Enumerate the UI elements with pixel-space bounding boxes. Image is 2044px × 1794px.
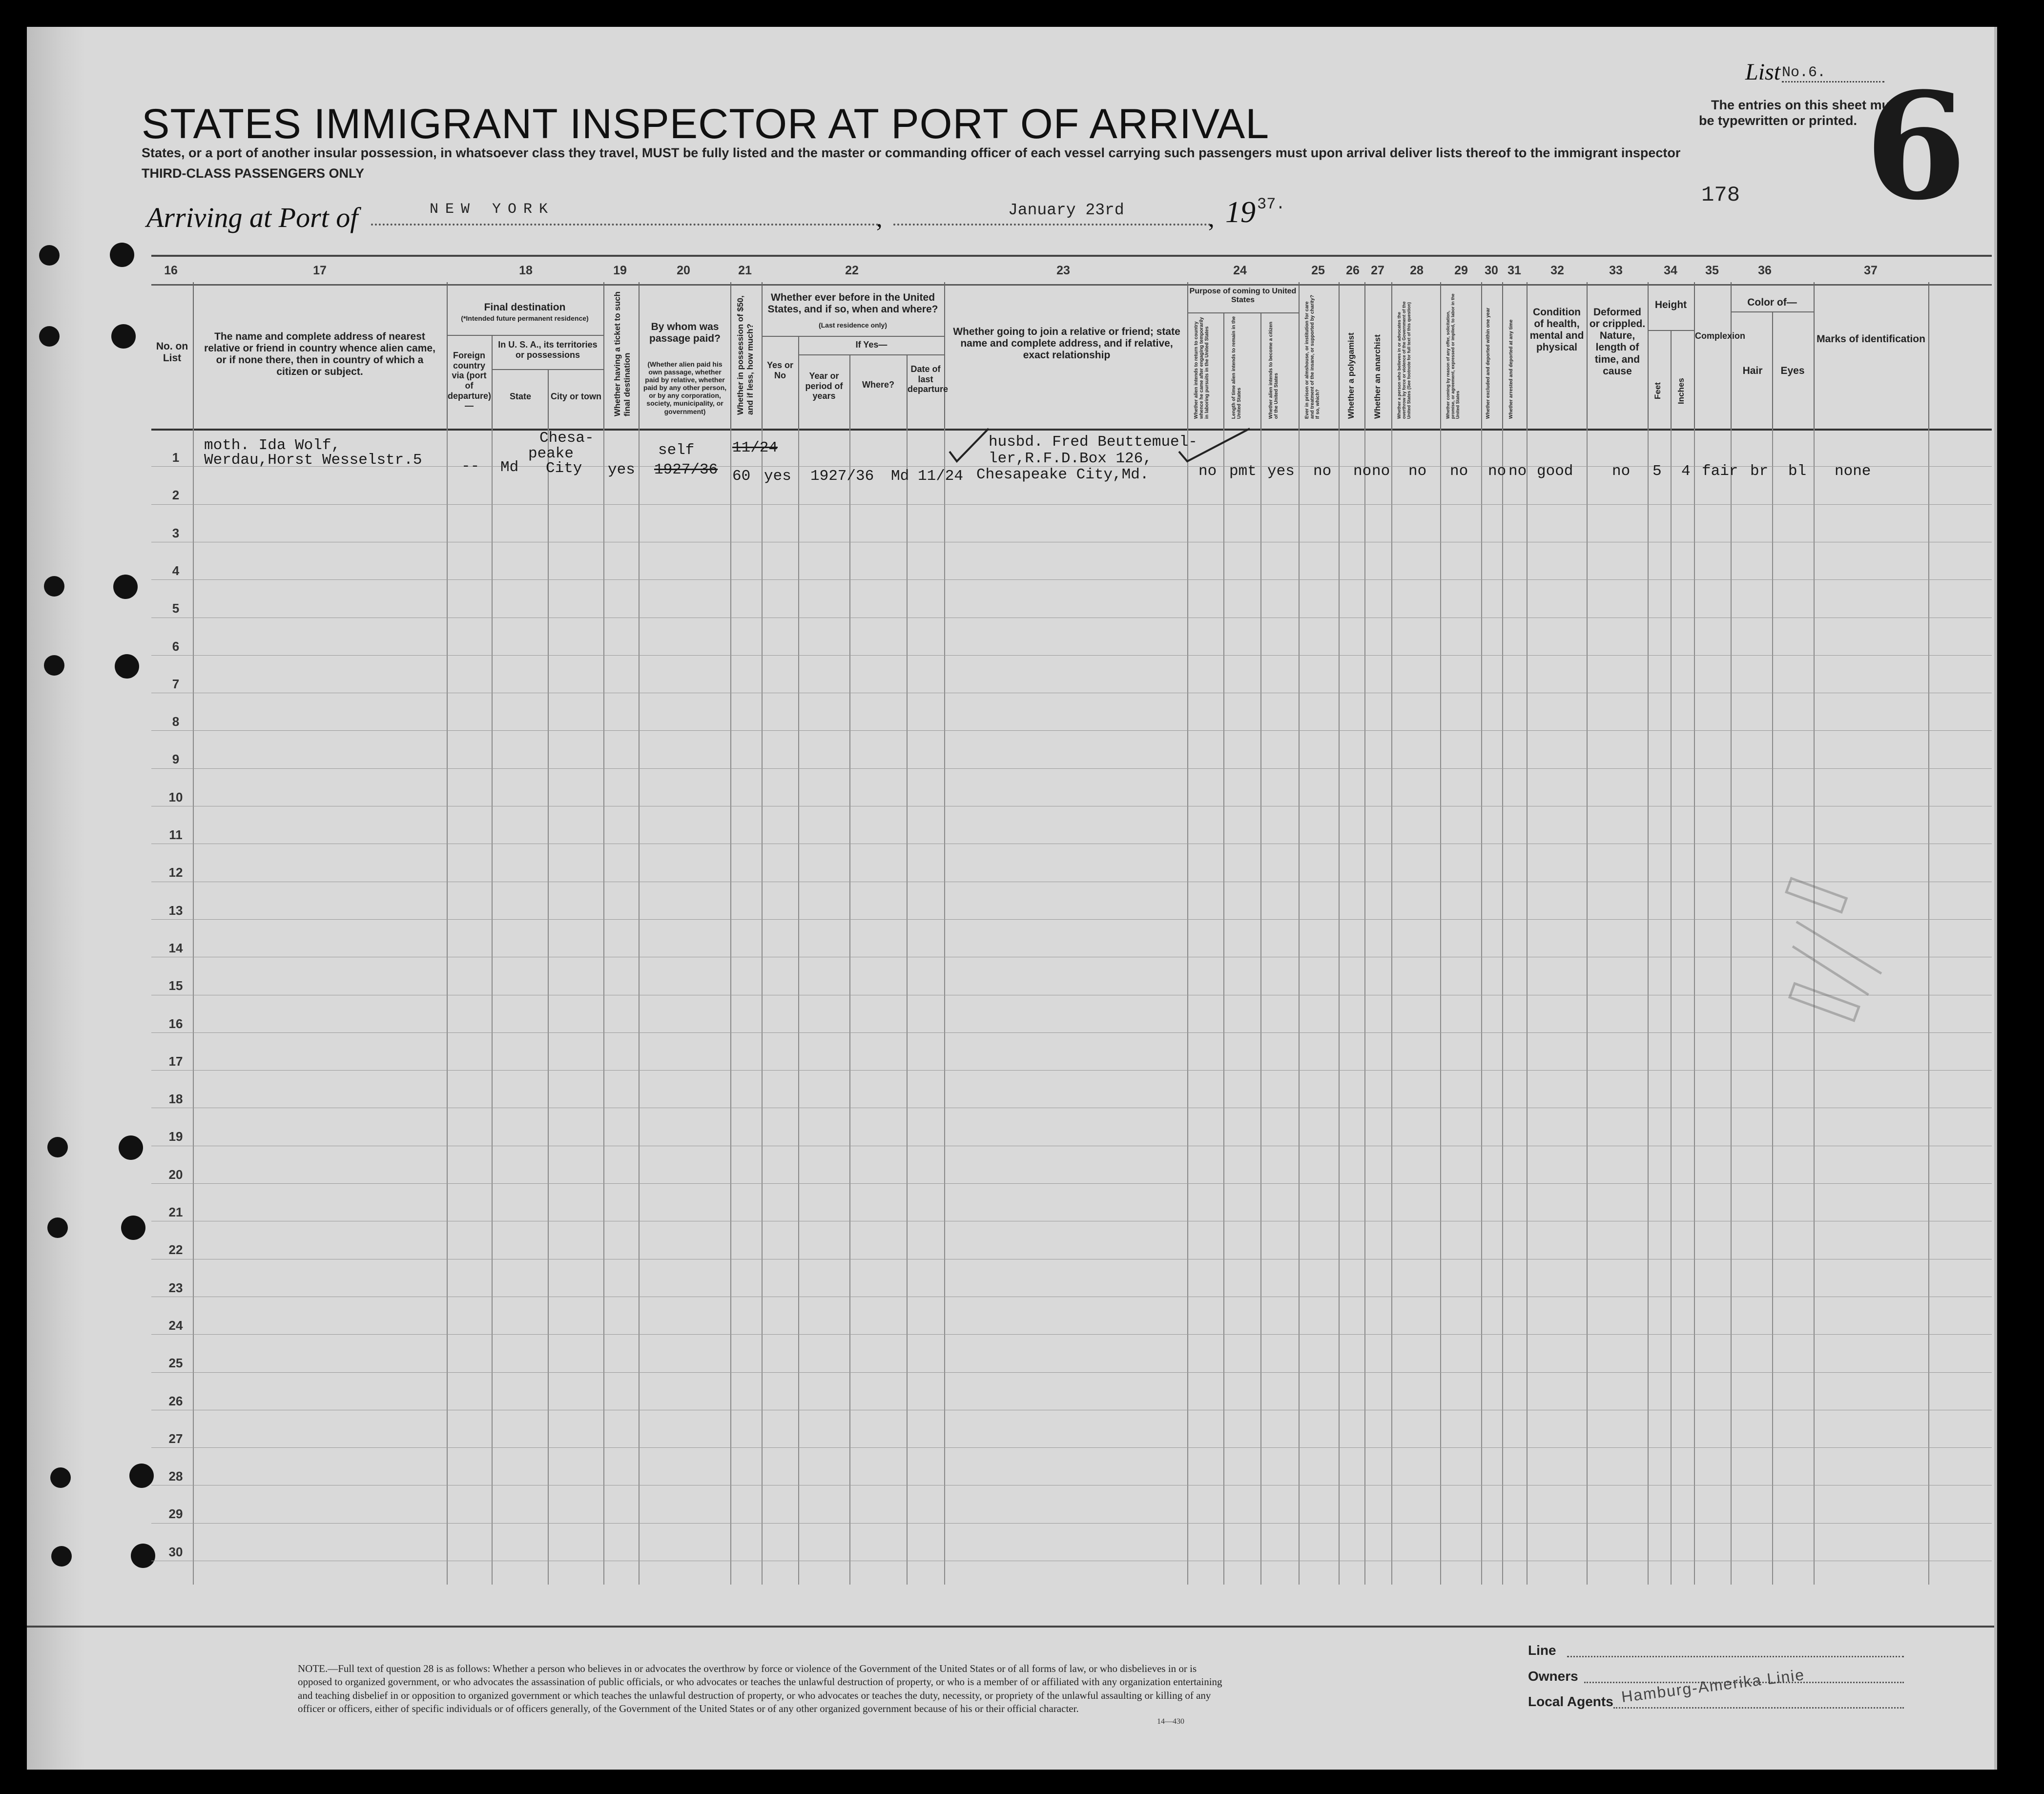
agent-stamp: Hamburg-Amerika Linie — [1620, 1666, 1806, 1706]
column-number: 20 — [677, 264, 690, 277]
header-purpose: Purpose of coming to United States — [1189, 287, 1297, 305]
entry-eyes: bl — [1788, 463, 1807, 480]
year-suffix: 37. — [1257, 195, 1285, 213]
row-number: 30 — [168, 1545, 183, 1559]
column-number: 16 — [164, 264, 178, 277]
row-number: 26 — [168, 1394, 183, 1408]
sheet-number: 178 — [1701, 183, 1740, 207]
column-number: 24 — [1233, 264, 1247, 277]
column-number-row — [151, 255, 1992, 286]
footnote: NOTE.—Full text of question 28 is as follows: Whether a person who believes in or advocates the overthrow by force or violence of the Government of the United States or of all forms of law, or who disbelieves in or is opposed to organized government, or who advocates the assassination of public officials, or who advocates or teaches the unlawful destruction of property, or who is a member of or affiliated with any organization entertaining and teaching disbelief in or opposition to organized government or which teaches the unlawful destruction of property, or who advocates or teaches the duty, necessity, or propriety of the unlawful assaulting or killing of any officer or officers, either of specific individuals or of officers generally, of the Government of the United States or of any other organized government because of his or their official character. — [298, 1663, 1222, 1714]
row-number: 25 — [168, 1356, 183, 1370]
list-number: No.6. — [1782, 64, 1884, 82]
port-value: NEW YORK — [430, 201, 555, 218]
entries-note: be typewritten or printed. — [1699, 113, 1858, 128]
row-line — [151, 1447, 1992, 1448]
header-ticket: Whether having a ticket to such final destination — [613, 291, 632, 416]
header-polygamist: Whether a polygamist — [1346, 332, 1356, 419]
entry-been-before: yes — [764, 468, 791, 485]
punch-hole — [51, 1546, 72, 1567]
row-number: 21 — [168, 1205, 183, 1219]
column-number: 27 — [1371, 264, 1384, 277]
row-line — [151, 919, 1992, 920]
entry-foreign-country: -- — [461, 458, 480, 475]
header-feet: Feet — [1653, 382, 1662, 399]
header-joining: Whether going to join a relative or friend; state name and complete address, and if relative, exact relationship — [953, 326, 1180, 361]
row-number: 19 — [168, 1129, 183, 1144]
entry-where: Md — [891, 468, 909, 485]
entry-marks: none — [1835, 463, 1871, 480]
agents-label: Local Agents — [1528, 1694, 1613, 1709]
header-q30: Whether excluded and deported within one year — [1486, 308, 1491, 419]
column-number: 23 — [1056, 264, 1070, 277]
column-number: 25 — [1311, 264, 1325, 277]
header-no-on-list: No. on List — [156, 341, 188, 364]
row-number: 15 — [168, 978, 183, 993]
row-number: 7 — [172, 677, 180, 691]
header-marks: Marks of identification — [1817, 333, 1925, 345]
row-line — [151, 504, 1992, 505]
entry-relative: moth. Ida Wolf, — [204, 437, 341, 454]
entry-q30: no — [1488, 463, 1507, 480]
column-header-block — [151, 282, 1992, 431]
header-q28: Whether a person who believes in or advocates the overthrow by force or violence of the Government of the United States (See footnote for full text of this question) — [1397, 301, 1411, 419]
header-state: State — [509, 392, 531, 401]
row-line — [151, 1032, 1992, 1033]
row-number: 28 — [168, 1469, 183, 1484]
header-q29: Whether coming by reason of any offer, solicitation, promise, or agreement, expressed or implied, to labor in the United States — [1445, 293, 1460, 419]
entry-city: Chesa- — [539, 430, 594, 447]
header-foreign-country: Foreign country via (port of departure)— — [448, 351, 492, 411]
header-color-of: Color of— — [1747, 297, 1797, 308]
agents-field — [1613, 1707, 1904, 1709]
entry-polygamist: no — [1353, 463, 1372, 480]
row-number: 17 — [168, 1054, 183, 1069]
entries-note: The entries on this sheet must — [1711, 98, 1902, 112]
punch-hole — [113, 575, 138, 599]
port-field-line — [371, 224, 879, 226]
faint-stamp-mark — [1748, 869, 1923, 1045]
row-number: 16 — [168, 1016, 183, 1031]
manifest-grid — [151, 429, 1992, 1585]
row-number: 6 — [172, 639, 180, 654]
row-number: 8 — [172, 714, 180, 729]
column-number: 29 — [1454, 264, 1468, 277]
punch-hole — [110, 243, 134, 267]
check-mark-icon — [1177, 425, 1255, 469]
entry-ticket: yes — [608, 461, 635, 478]
header-hair: Hair — [1742, 365, 1763, 376]
entry-q31: no — [1508, 463, 1527, 480]
header-if-yes: If Yes— — [855, 340, 888, 350]
row-line — [151, 730, 1992, 731]
row-line — [151, 655, 1992, 656]
header-date-departure: Date of last departure — [908, 364, 949, 394]
header-final-destination: Final destination — [484, 302, 566, 313]
punch-hole — [111, 324, 136, 349]
list-label: List — [1745, 59, 1781, 85]
entry-city: City — [546, 460, 582, 477]
owners-label: Owners — [1528, 1669, 1578, 1684]
row-number: 22 — [168, 1242, 183, 1257]
header-yes-no: Yes or No — [766, 360, 794, 380]
entry-passage-struck: 1927/36 — [654, 461, 718, 478]
entry-joining: husbd. Fred Beuttemuel- — [989, 433, 1197, 451]
column-number: 36 — [1758, 264, 1772, 277]
passenger-class: THIRD-CLASS PASSENGERS ONLY — [142, 166, 365, 181]
entry-q28: no — [1408, 463, 1427, 480]
entry-inches: 4 — [1681, 463, 1691, 480]
entry-complexion: fair — [1702, 463, 1738, 480]
column-number: 30 — [1485, 264, 1498, 277]
entry-citizen: yes — [1267, 463, 1295, 480]
column-number: 35 — [1705, 264, 1719, 277]
column-number: 33 — [1609, 264, 1623, 277]
entry-health: good — [1537, 463, 1573, 480]
row-number: 2 — [172, 488, 180, 502]
arriving-label: Arriving at Port of — [146, 202, 358, 233]
punch-hole — [50, 1467, 71, 1488]
punch-hole — [121, 1216, 145, 1240]
row-number: 13 — [168, 903, 183, 918]
row-line — [151, 1523, 1992, 1524]
header-year-period: Year or period of years — [805, 371, 843, 401]
punch-hole — [129, 1464, 154, 1488]
header-where: Where? — [862, 380, 894, 390]
row-number: 12 — [168, 865, 183, 880]
entry-anarchist: no — [1372, 463, 1390, 480]
entry-possession-struck: 11/24 — [732, 439, 778, 456]
entry-hair: br — [1750, 463, 1769, 480]
entry-return-country: no — [1198, 463, 1217, 480]
row-number: 10 — [168, 790, 183, 804]
year-prefix: 19 — [1225, 196, 1256, 229]
row-line — [151, 1334, 1992, 1335]
column-number: 19 — [613, 264, 627, 277]
punch-hole — [47, 1137, 68, 1157]
separator: , — [1208, 205, 1215, 232]
header-deformed: Deformed or crippled. Nature, length of time, and cause — [1589, 307, 1646, 377]
column-number: 28 — [1410, 264, 1424, 277]
entry-feet: 5 — [1652, 463, 1662, 480]
header-passage-note: (Whether alien paid his own passage, whether paid by relative, whether paid by any other person, or by any corporation, society, municipality, or government) — [643, 360, 727, 415]
column-number: 26 — [1346, 264, 1360, 277]
form-number: 14—430 — [1157, 1717, 1184, 1726]
entry-prison: no — [1313, 463, 1332, 480]
entry-city: peake — [528, 445, 574, 462]
date-field-line — [893, 224, 1211, 226]
column-number: 31 — [1507, 264, 1521, 277]
header-passage: By whom was passage paid? — [649, 321, 721, 345]
entry-deformed: no — [1612, 463, 1631, 480]
punch-hole — [119, 1135, 143, 1160]
punch-hole — [44, 655, 64, 676]
row-number: 1 — [172, 450, 180, 465]
punch-hole — [44, 576, 64, 597]
row-number: 9 — [172, 752, 180, 766]
page-title: STATES IMMIGRANT INSPECTOR AT PORT OF ARRIVAL — [142, 101, 1270, 147]
instruction-text: States, or a port of another insular possession, in whatsoever class they travel, MUST be fully listed and the master or commanding officer of each vessel carrying such passengers must upon arrival deliver lists thereof to the immigrant inspector — [142, 145, 1681, 160]
punch-hole — [47, 1217, 68, 1238]
punch-hole — [39, 245, 60, 266]
entry-joining: Chesapeake City,Md. — [976, 466, 1149, 483]
row-number: 5 — [172, 601, 180, 616]
row-number: 24 — [168, 1318, 183, 1333]
entry-length-stay: pmt — [1229, 463, 1257, 480]
row-number: 27 — [168, 1431, 183, 1446]
header-prison: Ever in prison or almshouse, or institution for care and treatment of the insane, or supported by charity? If so, which? — [1304, 295, 1321, 419]
row-line — [151, 1372, 1992, 1373]
row-line — [151, 768, 1992, 769]
entry-relative: Werdau,Horst Wesselstr.5 — [204, 452, 422, 469]
column-number: 32 — [1550, 264, 1564, 277]
binding-edge — [27, 27, 85, 1770]
column-number: 34 — [1664, 264, 1677, 277]
column-number: 17 — [313, 264, 327, 277]
row-line — [151, 1183, 1992, 1184]
row-number: 20 — [168, 1167, 183, 1182]
header-in-usa: In U. S. A., its territories or possessions — [498, 340, 598, 360]
header-complexion: Complexion — [1695, 331, 1746, 341]
header-relative: The name and complete address of nearest relative or friend in country whence alien came, or if none there, then in country of which a citizen or subject. — [204, 331, 435, 378]
header-possession: Whether in possession of $50, and if less, how much? — [736, 295, 755, 415]
check-mark-icon — [947, 425, 991, 469]
column-number: 18 — [519, 264, 533, 277]
header-before-us: Whether ever before in the United States, and if so, when and where? — [767, 292, 938, 315]
column-number: 22 — [845, 264, 859, 277]
header-purpose-c: Whether alien intends to become a citizen of the United States — [1268, 322, 1279, 419]
entry-q29: no — [1450, 463, 1468, 480]
header-q31: Whether arrested and deported at any time — [1508, 319, 1514, 419]
header-purpose-b: Length of time alien intends to remain in the United States — [1231, 316, 1242, 419]
entry-possession: 60 — [732, 468, 751, 485]
column-number: 21 — [738, 264, 752, 277]
column-number: 37 — [1864, 264, 1878, 277]
header-height: Height — [1654, 299, 1687, 310]
handwritten-list-number: 6 — [1865, 60, 1967, 232]
entry-state: Md — [500, 459, 519, 476]
header-before-us-note: (Last residence only) — [818, 321, 888, 329]
header-purpose-a: Whether alien intends to return to country whence he came after engaging temporarily in laboring pursuits in the United States — [1194, 317, 1210, 419]
line-label: Line — [1528, 1643, 1556, 1658]
separator: , — [876, 205, 883, 232]
punch-hole — [39, 326, 60, 347]
footer-rule — [27, 1626, 1994, 1628]
row-number: 18 — [168, 1092, 183, 1106]
line-field — [1567, 1656, 1904, 1657]
punch-hole — [115, 654, 139, 679]
row-number: 23 — [168, 1280, 183, 1295]
row-number: 14 — [168, 941, 183, 955]
entry-passage: self — [658, 442, 695, 459]
row-line — [151, 1070, 1992, 1071]
header-inches: Inches — [1676, 378, 1686, 404]
row-number: 4 — [172, 563, 180, 578]
entry-last-departure: 11/24 — [918, 468, 964, 485]
header-health: Condition of health, mental and physical — [1529, 307, 1584, 353]
row-line — [151, 579, 1992, 580]
row-number: 11 — [169, 827, 183, 842]
header-anarchist: Whether an anarchist — [1373, 334, 1382, 419]
entry-year-period: 1927/36 — [810, 468, 874, 485]
row-number: 3 — [172, 526, 180, 540]
header-eyes: Eyes — [1780, 365, 1805, 376]
row-number: 29 — [168, 1506, 183, 1521]
arrival-date: January 23rd — [1008, 201, 1124, 219]
entry-joining: ler,R.F.D.Box 126, — [989, 450, 1152, 467]
header-final-destination-note: (*Intended future permanent residence) — [461, 314, 589, 322]
header-city: City or town — [551, 392, 601, 401]
